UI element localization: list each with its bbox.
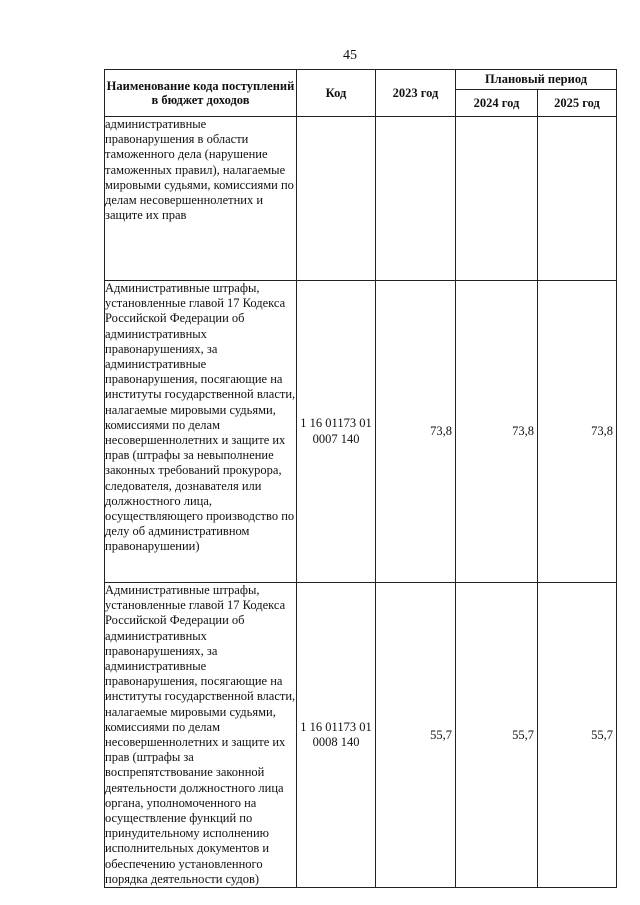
header-name: Наименование кода поступлений в бюджет доходов xyxy=(105,70,297,117)
row-value-2023: 73,8 xyxy=(376,281,456,583)
table-row xyxy=(105,117,617,281)
header-year-2024: 2024 год xyxy=(456,90,538,117)
row-code: 1 16 01173 01 0008 140 xyxy=(297,583,376,888)
row-value-2023 xyxy=(376,117,456,281)
row-value-2024: 73,8 xyxy=(456,281,538,583)
header-planned-period: Плановый период xyxy=(456,70,617,90)
row-value-2025 xyxy=(538,117,617,281)
row-value-2025: 55,7 xyxy=(538,583,617,888)
table-row xyxy=(105,281,617,583)
page-number: 45 xyxy=(343,48,357,63)
budget-revenue-table xyxy=(104,69,617,888)
row-value-2024: 55,7 xyxy=(456,583,538,888)
row-value-2025: 73,8 xyxy=(538,281,617,583)
row-code: 1 16 01173 01 0007 140 xyxy=(297,281,376,583)
row-code xyxy=(297,117,376,281)
header-row-top xyxy=(105,70,617,90)
row-name: административные правонарушения в области таможенного дела (нарушение таможенных правил), налагаемые мировыми судьями, комиссиями по делам несовершеннолетних и защите их прав xyxy=(105,117,297,281)
row-name: Административные штрафы, установленные главой 17 Кодекса Российской Федерации об административных правонарушениях, за административные правонарушения, посягающие на институты государственной власти, налагаемые мировыми судьями, комиссиями по делам несовершеннолетних и защите их прав (штрафы за воспрепятствование законной деятельности должностного лица органа, уполномоченного на осуществление функций по принудительному исполнению исполнительных документов и обеспечению установленного порядка деятельности судов) xyxy=(105,583,296,886)
header-code: Код xyxy=(297,70,376,117)
row-value-2024 xyxy=(456,117,538,281)
table-row xyxy=(105,583,617,888)
header-year-2025: 2025 год xyxy=(538,90,617,117)
row-value-2023: 55,7 xyxy=(376,583,456,888)
header-year-2023: 2023 год xyxy=(376,70,456,117)
row-name: Административные штрафы, установленные главой 17 Кодекса Российской Федерации об административных правонарушениях, за административные правонарушения, посягающие на институты государственной власти, налагаемые мировыми судьями, комиссиями по делам несовершеннолетних и защите их прав (штрафы за невыполнение законных требований прокурора, следователя, дознавателя или должностного лица, осуществляющего производство по делу об административном правонарушении) xyxy=(105,281,297,583)
